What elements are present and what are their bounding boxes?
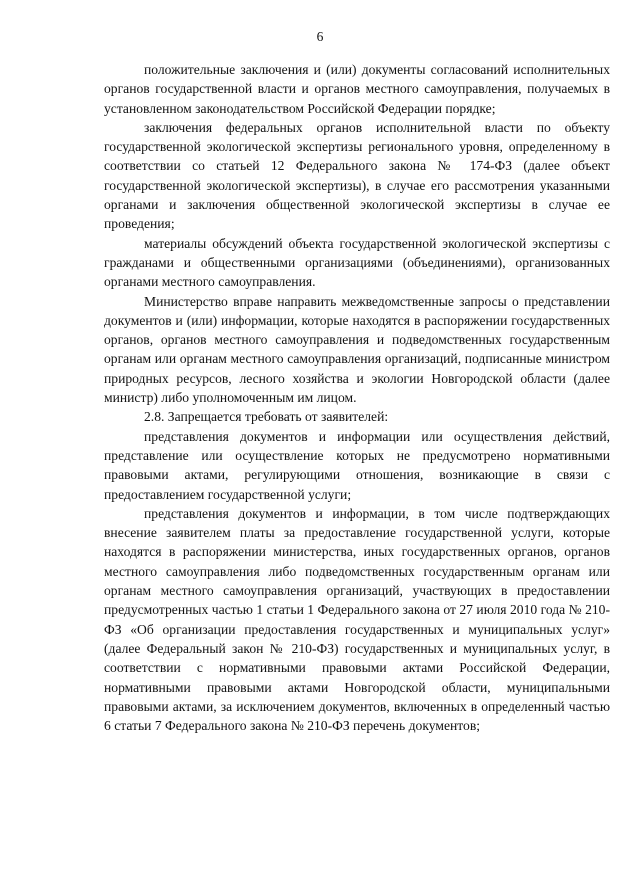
paragraph-federal-conclusions: заключения федеральных органов исполнительной власти по объекту государственной экологической экспертизы регионального уровня, определенному в соответствии со статьей 12 Федерального закона № 174-ФЗ (далее объект государственной экологической экспертизы), в случае его рассмотрения указанными органами и заключения общественной экологической экспертизы в случае ее проведения; [104,119,610,232]
paragraph-prohibition-1: представления документов и информации или осуществления действий, представление или осуществление которых не предусмотрено нормативными правовыми актами, регулирующими отношения, возникающие в связи с предоставлением государственной услуги; [104,428,610,502]
paragraph-discussion-materials: материалы обсуждений объекта государственной экологической экспертизы с гражданами и общественными организациями (объединениями), организованных органами местного самоуправления. [104,235,610,290]
paragraph-opinions: положительные заключения и (или) документы согласований исполнительных органов государственной власти и органов местного самоуправления, получаемых в установленном законодательством Российской Федерации порядке; [104,62,610,116]
paragraph-ministry-requests: Министерство вправе направить межведомственные запросы о представлении документов и (или) информации, которые находятся в распоряжении государственных органов, органов местного самоуправления и подведомственных государственным органам или органам местного самоуправления организаций, подписанные министром природных ресурсов, лесного хозяйства и экологии Новгородской области (далее министр) либо уполномоченным им лицом. [104,293,610,406]
page-number: 6 [316,29,324,44]
paragraph-section-2-8: 2.8. Запрещается требовать от заявителей: [144,409,389,425]
body-text [104,60,610,735]
paragraph-prohibition-2: представления документов и информации, в том числе подтверждающих внесение заявителем платы за предоставление государственной услуги, которые находятся в распоряжении министерства, иных государственных органов, органов местного самоуправления либо подведомственных государственным органам или органам местного самоуправления организаций, участвующих в предоставлении предусмотренных частью 1 статьи 1 Федерального закона от 27 июля 2010 года № 210-ФЗ «Об организации предоставления государственных и муниципальных услуг» (далее Федеральный закон № 210-ФЗ) государственных и муниципальных услуг, в соответствии с нормативными правовыми актами Российской Федерации, нормативными правовыми актами Новгородской области, муниципальными правовыми актами, за исключением документов, включенных в определенный частью 6 статьи 7 Федерального закона № 210-ФЗ перечень документов; [104,505,610,734]
